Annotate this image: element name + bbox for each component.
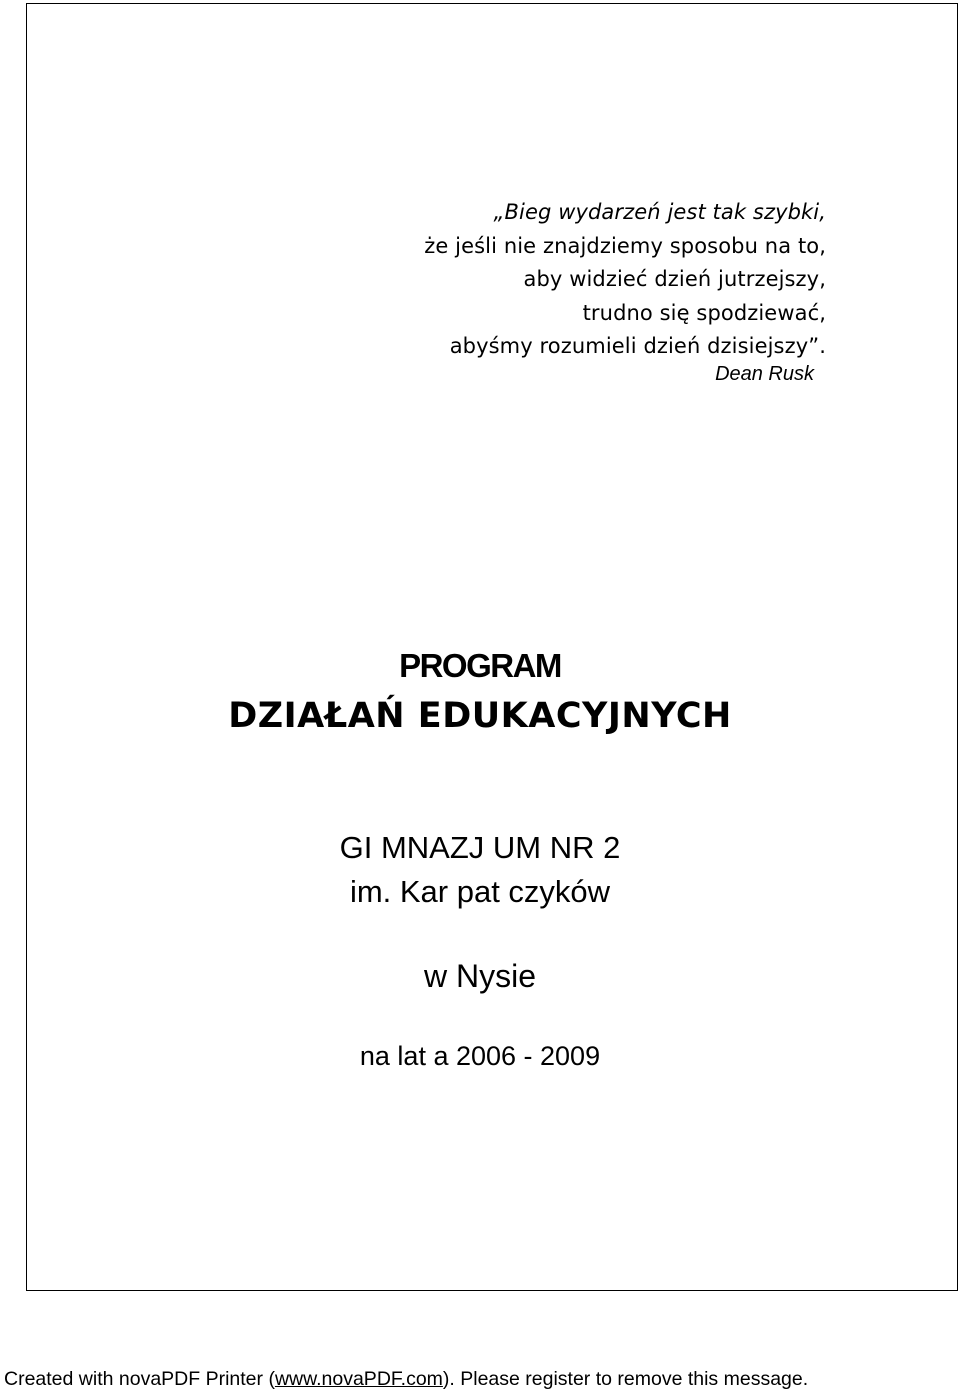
epigraph-quote — [424, 196, 826, 364]
quote-line: aby widzieć dzień jutrzejszy, — [523, 267, 826, 291]
footer-prefix: Created with novaPDF Printer ( — [4, 1368, 275, 1390]
quote-line: że jeśli nie znajdziemy sposobu na to, — [424, 233, 826, 258]
program-years: na lat a 2006 - 2009 — [359, 1041, 601, 1071]
document-title-line-2: DZIAŁAŃ EDUKACYJNYCH — [228, 696, 732, 736]
quote-author: Dean Rusk — [715, 363, 814, 385]
quote-line: trudno się spodziewać, — [582, 300, 826, 325]
footer-link[interactable]: www.novaPDF.com — [274, 1368, 443, 1390]
school-patron: im. Kar pat czyków — [349, 874, 611, 909]
school-name: GI MNAZJ UM NR 2 — [339, 830, 621, 865]
quote-line: abyśmy rozumieli dzień dzisiejszy”. — [449, 334, 826, 358]
quote-line: „Bieg wydarzeń jest tak szybki, — [493, 200, 826, 224]
pdf-printer-footer — [4, 1368, 808, 1391]
footer-suffix: ). Please register to remove this message. — [442, 1368, 809, 1390]
school-city: w Nysie — [423, 958, 536, 994]
document-title-line-1: PROGRAM — [399, 647, 561, 684]
